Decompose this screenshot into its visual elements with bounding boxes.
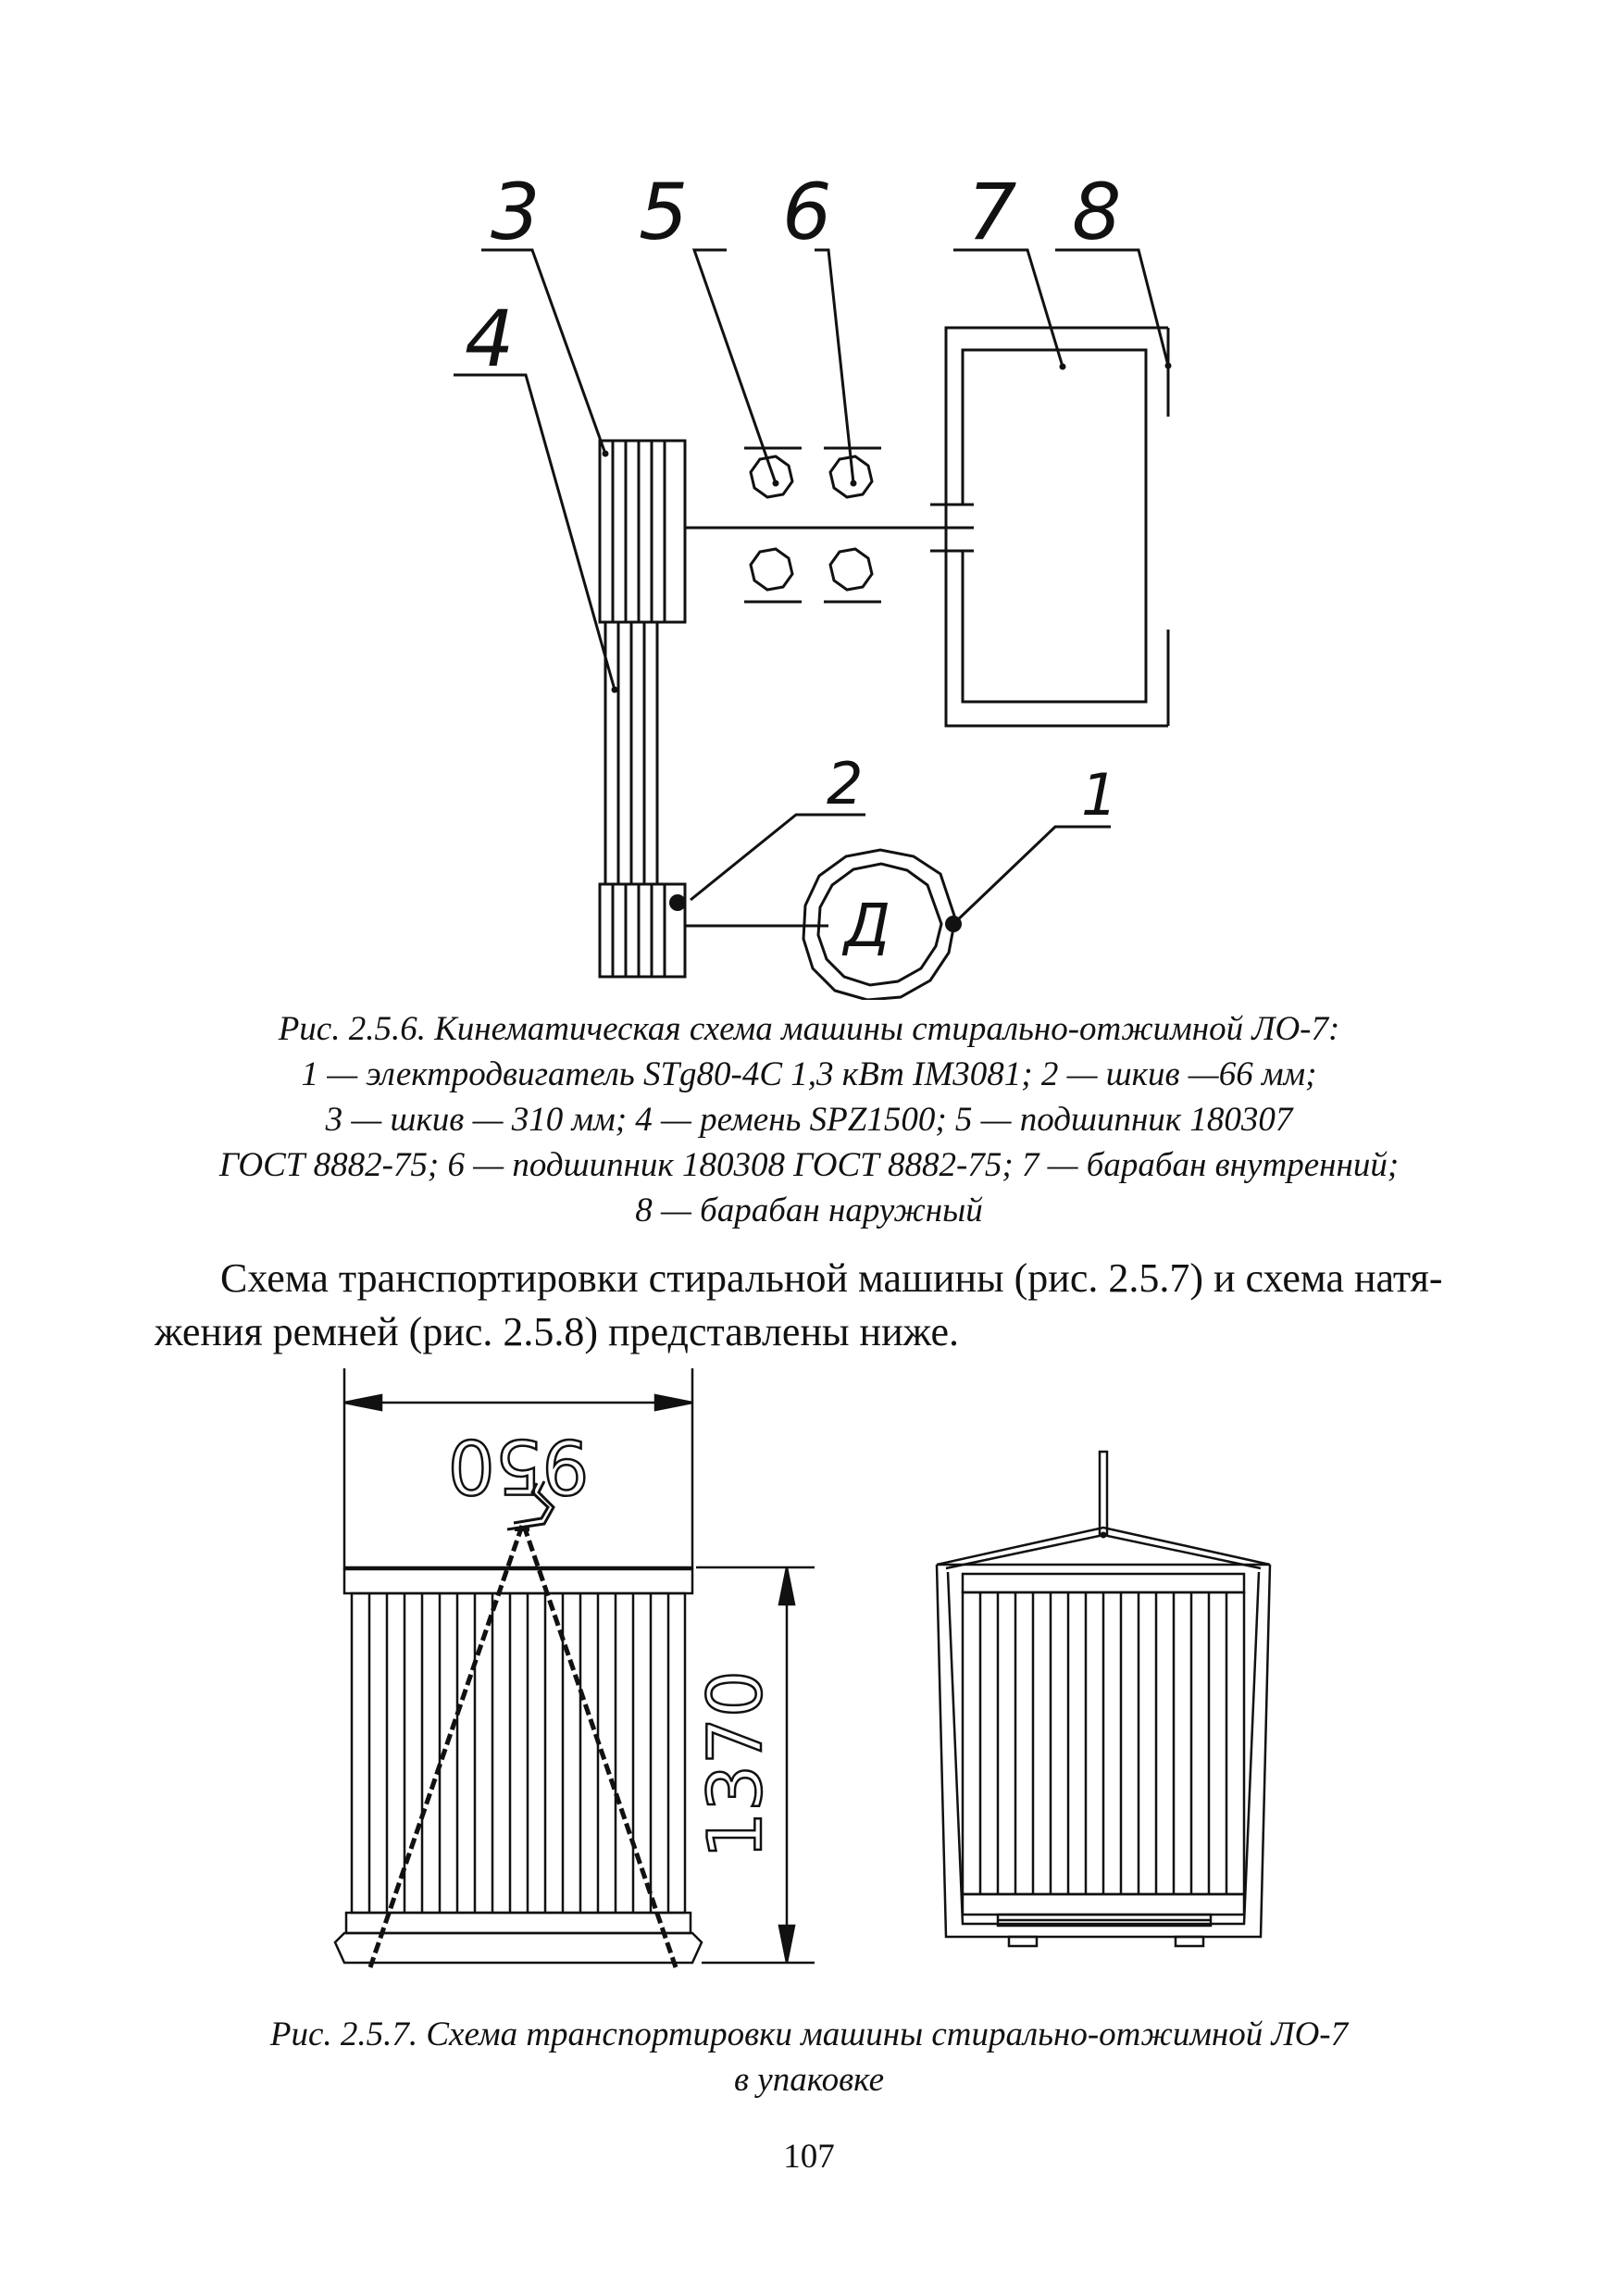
figure2-caption-line: Рис. 2.5.7. Схема транспортировки машины стирально-отжимной ЛО-7	[269, 2015, 1349, 2053]
callout-7: 7	[967, 167, 1017, 257]
figure2-caption	[111, 2012, 1507, 2103]
callout-3: 3	[491, 167, 541, 257]
paragraph-line-1: Схема транспортировки стиральной машины (рис. 2.5.7) и схема натя-	[220, 1255, 1443, 1301]
kinematic-scheme-figure	[0, 0, 1618, 1000]
callout-4: 4	[465, 293, 515, 384]
page-number: 107	[783, 2138, 835, 2176]
figure1-caption-line: Рис. 2.5.6. Кинематическая схема машины стирально-отжимной ЛО-7:	[278, 1010, 1340, 1048]
machine-in-crate-view	[937, 1452, 1270, 1946]
paragraph-line-2: жения ремней (рис. 2.5.8) представлены ниже.	[155, 1309, 959, 1354]
outer-drum	[946, 328, 1168, 726]
callout-6: 6	[782, 167, 832, 257]
callout-8: 8	[1072, 167, 1122, 257]
motor-letter: Д	[844, 892, 890, 961]
figure2-caption-line: в упаковке	[733, 2061, 884, 2099]
figure1-caption-line: 8 — барабан наружный	[635, 1192, 983, 1229]
callout-5: 5	[639, 167, 689, 257]
figure1-caption-line: 3 — шкив — 310 мм; 4 — ремень SPZ1500; 5 — подшипник 180307	[325, 1101, 1293, 1139]
height-dimension-label: 1370	[692, 1670, 778, 1859]
callout-labels	[465, 167, 1121, 961]
transport-scheme-figure	[0, 1361, 1618, 2000]
callout-2: 2	[827, 750, 864, 817]
callout-1: 1	[1081, 761, 1118, 829]
inner-drum	[963, 350, 1146, 702]
figure1-caption-line: 1 — электродвигатель STg80-4C 1,3 кВт IM3081; 2 — шкив —66 мм;	[301, 1055, 1317, 1093]
figure1-caption-line: ГОСТ 8882-75; 6 — подшипник 180308 ГОСТ 8882-75; 7 — барабан внутренний;	[218, 1146, 1400, 1184]
body-paragraph	[157, 1252, 1488, 1359]
figure1-caption	[111, 1006, 1507, 1233]
width-dimension-label: 950	[447, 1423, 590, 1509]
